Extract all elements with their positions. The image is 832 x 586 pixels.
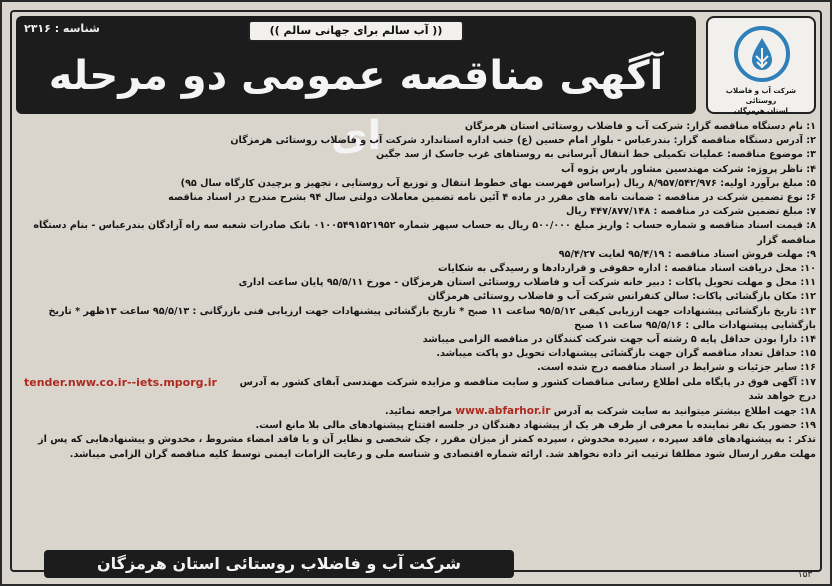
item-18-text: ۱۸: جهت اطلاع بیشتر میتوانید به سایت شرکت به آدرس: [553, 406, 816, 418]
organization-logo: [706, 16, 816, 114]
notice-item: ۶: نوع تضمین شرکت در مناقصه : ضمانت نامه های مقرر در ماده ۴ آئین نامه تضمین معاملات دولتی سال ۹۴ بشرح مندرج در اسناد مناقصه: [168, 192, 816, 204]
notice-item-18: [24, 404, 816, 419]
notice-item: ۱۲: مکان بازگشائی پاکات: سالن کنفرانس شرکت آب و فاضلاب روستائی هرمزگان: [427, 291, 816, 303]
notice-item: ۱۶: سایر جزئیات و شرایط در اسناد مناقصه درج شده است.: [537, 362, 816, 374]
notice-item: ۱۴: دارا بودن حداقل پایه ۵ رشته آب جهت شرکت کنندگان در مناقصه الزامی میباشد: [422, 334, 816, 346]
notice-remark: مهلت مقرر ارسال شود مطلقا ترتیب اثر داده نخواهد شد. ارائه شماره اقتصادی و شناسه ملی و رعایت الزامات ایمنی توسط کلیه مناقصه گران الزامی میباشد.: [69, 448, 816, 460]
tender-site-link[interactable]: tender.nww.co.ir--iets.mporg.ir: [24, 375, 217, 389]
notice-item: بازگشایی پیشنهادات مالی : ۹۵/۵/۱۶ ساعت ۱۱ صبح: [574, 319, 816, 331]
notice-item: ۳: موضوع مناقصه: عملیات تکمیلی خط انتقال آبرسانی به روستاهای غرب جاسک از سد جگین: [375, 149, 816, 161]
notice-item: ۱۳: تاریخ بازگشائی پیشنهادات جهت ارزیابی کیفی ۹۵/۵/۱۲ ساعت ۱۱ صبح * تاریخ بازگشائی پیشنهادات جهت ارزیابی فنی بازرگانی : ۹۵/۵/۱۳ ساعت ۱۳ظهر * تاریخ: [48, 305, 816, 317]
water-drop-icon: [734, 26, 790, 82]
notice-item: ۱۰: محل دریافت اسناد مناقصه : اداره حقوقی و قراردادها و رسیدگی به شکایات: [438, 263, 816, 275]
notice-item-17: [24, 376, 816, 390]
company-site-link[interactable]: www.abfarhor.ir: [455, 405, 551, 418]
slogan: (( آب سالم برای جهانی سالم )): [248, 20, 464, 42]
notice-body: [24, 120, 816, 546]
notice-item: ۷: مبلغ تضمین شرکت در مناقصه : ۴۴۷/۸۷۷/۱۴۸ ریال: [566, 206, 816, 218]
item-17-tail: درج خواهد شد: [748, 390, 816, 402]
page-title: آگهی مناقصه عمومی دو مرحله ای: [48, 53, 664, 159]
footer-organization: شرکت آب و فاضلاب روستائی استان هرمزگان: [44, 550, 514, 578]
notice-item: ۱: نام دستگاه مناقصه گزار: شرکت آب و فاضلاب روستائی استان هرمزگان: [464, 121, 816, 132]
notice-item: ۵: مبلغ برآورد اولیه: ۸/۹۵۷/۵۴۲/۹۷۶ ریال (براساس فهرست بهای خطوط انتقال و توزیع آب روستایی ، تجهیز و برچیدن کارگاه سال ۹۵): [180, 177, 816, 189]
notice-item: ۹: مهلت فروش اسناد مناقصه : ۹۵/۴/۱۹ لغایت ۹۵/۴/۲۷: [558, 248, 816, 260]
notice-item: مناقصه گزار: [757, 234, 816, 246]
page-number: ۱۵۳: [797, 570, 813, 580]
notice-item: ۱۵: حداقل تعداد مناقصه گران جهت بازگشائی پیشنهادات تحویل دو پاکت میباشد.: [436, 348, 816, 360]
serial-number: شناسه : ۲۳۱۶: [24, 22, 100, 35]
notice-remark: تذکر : به پیشنهادهای فاقد سپرده ، سپرده مخدوش ، سپرده کمتر از میزان مقرر ، چک شخصی و نظایر آن و یا فاقد امضاء مشروط ، مخدوش و پیشنهادهایی که پس از: [38, 434, 816, 446]
item-18-tail: مراجعه نمائید.: [385, 406, 453, 418]
notice-item: ۲: آدرس دستگاه مناقصه گزار: بندرعباس - بلوار امام حسین (ع) جنب اداره استاندارد شرکت آب و فاضلاب روستائی هرمزگان: [230, 135, 816, 147]
notice-item: ۴: ناظر پروژه: شرکت مهندسین مشاور پارس پژوه آب: [561, 163, 816, 175]
logo-caption-line2: استان هرمزگان: [734, 107, 788, 115]
item-17-text: ۱۷: آگهی فوق در پایگاه ملی اطلاع رسانی مناقصات کشور و سایت مناقصه و مزایده شرکت مهندسی آبفای کشور به آدرس: [239, 376, 816, 388]
notice-item: ۱۱: محل و مهلت تحویل پاکات : دبیر خانه شرکت آب و فاضلاب روستائی استان هرمزگان - مورخ ۹۵/۵/۱۱ پایان ساعت اداری: [238, 277, 816, 289]
notice-item-19: ۱۹: حضور یک نفر نماینده با معرفی از طرف هر یک از پیشنهاد دهندگان در جلسه افتتاح پیشنهادهای مالی بلا مانع است.: [255, 420, 816, 432]
logo-caption: [712, 86, 810, 116]
notice-item: ۸: قیمت اسناد مناقصه و شماره حساب : واریز مبلغ ۵۰۰/۰۰۰ ریال به حساب سپهر شماره ۰۱۰۰۵۴۹۱۵۲۱۹۵۲ بانک صادرات شعبه سه راه آزادگان بندرعباس - بنام دستگاه: [33, 220, 816, 232]
logo-caption-line1: شرکت آب و فاضلاب روستائی: [725, 87, 797, 105]
